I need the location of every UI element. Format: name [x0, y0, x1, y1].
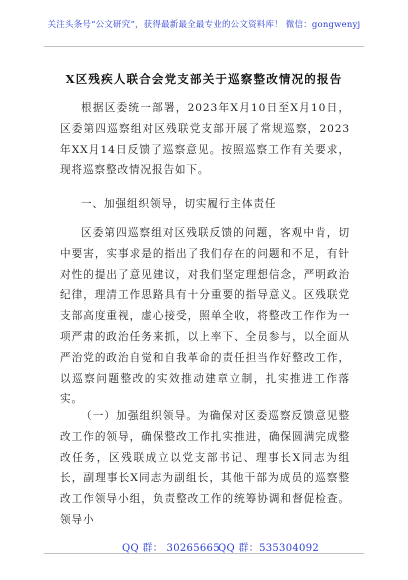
- section-heading: 一、加强组织领导，切实履行主体责任: [81, 198, 277, 210]
- footer-qq-group-right: QQ 群：535304092: [218, 543, 320, 554]
- footer-qq-group-left: QQ 群： 30265665: [122, 543, 220, 554]
- footer-divider: [44, 553, 364, 554]
- header-banner: 关注头条号“公文研究”，获得最新最全最专业的公文资料库！ 微信：gongwenyj: [47, 20, 361, 30]
- sub-section-paragraph: （一）加强组织领导。为确保对区委巡察反馈意见整改工作的领导，确保整改工作扎实推进，确保圆满完成整改任务，区残联成立以党支部书记、理事长X同志为组长，副理事长X同志为副组长，其他干部为成员的巡察整改工作领导小组，负责整改工作的统筹协调和督促检查。领导小: [60, 410, 350, 526]
- intro-paragraph: 根据区委统一部署，2023年X月10日至X月10日，区委第四巡察组对区残联党支部开展了常规巡察，2023年XX月14日反馈了巡察意见。按照巡察工作有关要求，现将巡察整改情况报告如下。: [60, 102, 350, 177]
- document-title: X区残疾人联合会党支部关于巡察整改情况的报告: [65, 72, 343, 86]
- header-divider: [44, 46, 364, 47]
- section-body-paragraph: 区委第四巡察组对区残联反馈的问题，客观中肯，切中要害，实事求是的指出了我们存在的问题和不足，有针对性的提出了意见建议，对我们坚定理想信念，严明政治纪律，理清工作思路具有十分重要的指导意义。区残联党支部高度重视，虚心接受，照单全收，将整改工作作为一项严肃的政治任务来抓，以上率下、全员参与，以全面从严治党的政治自觉和自我革命的责任担当作好整改工作，以巡察问题整改的实效推动建章立制，扎实推进工作落实。: [60, 227, 350, 406]
